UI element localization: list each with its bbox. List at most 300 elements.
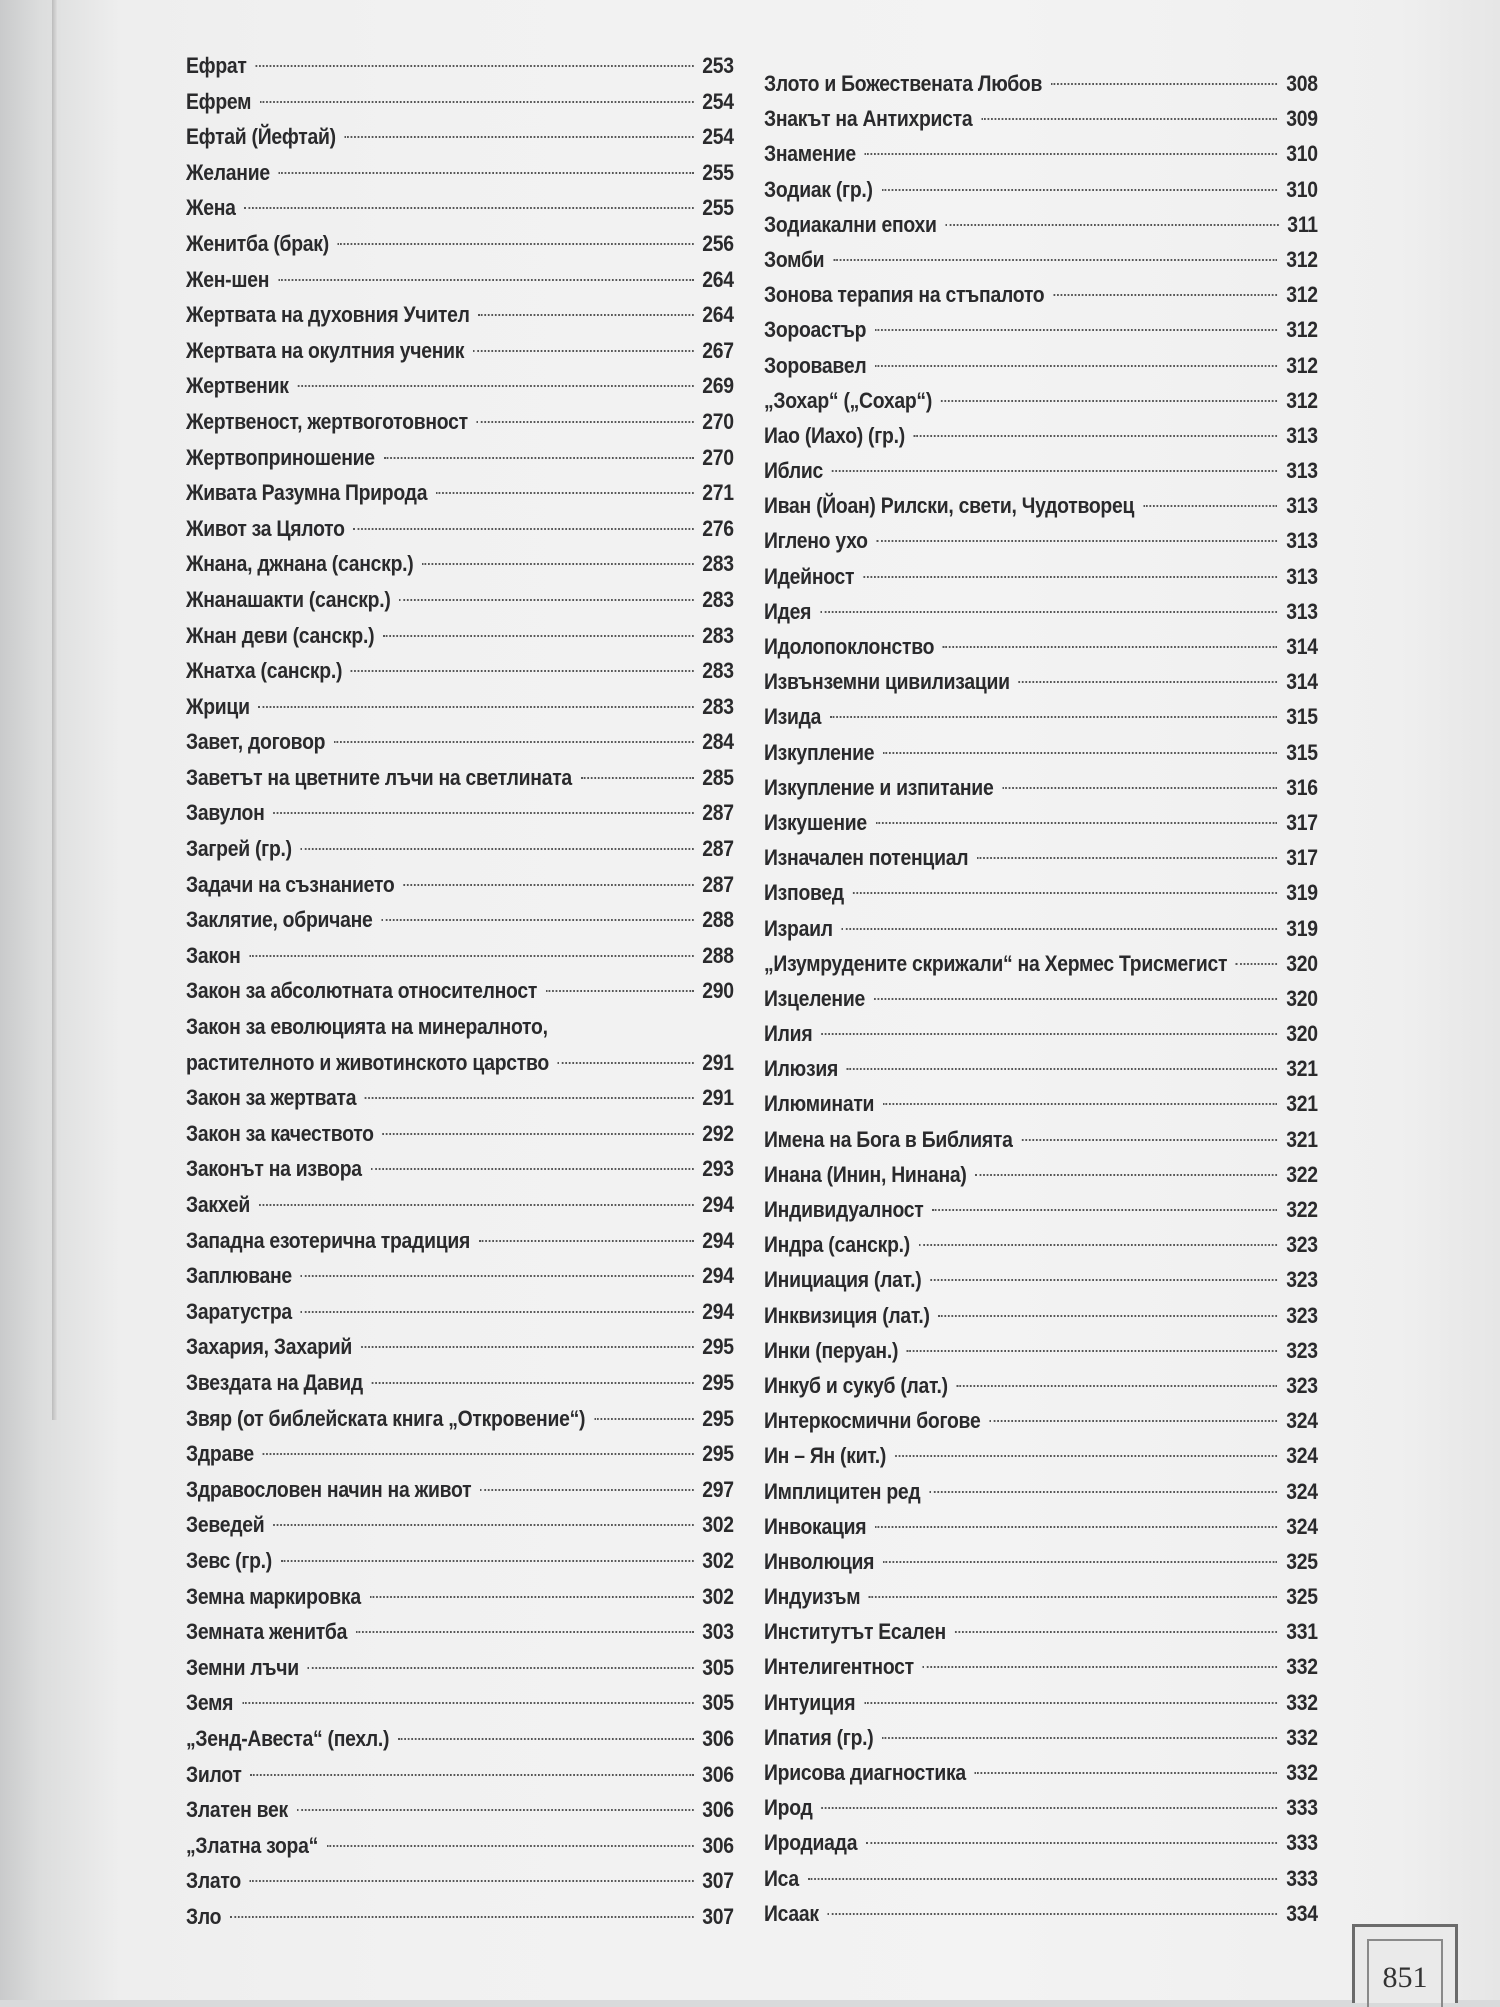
index-entry	[186, 1792, 734, 1828]
index-page-ref: 271	[702, 480, 734, 506]
dot-leader	[558, 1042, 694, 1064]
index-entry	[186, 1080, 734, 1116]
dot-leader	[895, 1435, 1278, 1457]
dot-leader	[955, 1611, 1278, 1633]
index-term: „Зенд-Авеста“ (пехл.)	[186, 1725, 390, 1751]
dot-leader	[876, 520, 1277, 542]
index-entry	[764, 523, 1318, 558]
index-term: Знамение	[764, 141, 856, 167]
dot-leader	[875, 1506, 1277, 1528]
page-number: 851	[1382, 1961, 1428, 1994]
dot-leader	[832, 450, 1278, 472]
dot-leader	[883, 1083, 1277, 1105]
index-term: Имплицитен ред	[764, 1478, 921, 1504]
index-term: Инициация (лат.)	[764, 1267, 922, 1293]
index-term: Жнатха (санскр.)	[186, 658, 343, 684]
index-term: Закон за жертвата	[186, 1085, 357, 1111]
dot-leader	[865, 133, 1278, 155]
index-entry	[186, 1685, 734, 1721]
dot-leader	[883, 1541, 1277, 1563]
dot-leader	[334, 721, 693, 743]
index-term: Заветът на цветните лъчи на светлината	[186, 764, 572, 790]
index-page-ref: 324	[1286, 1443, 1318, 1469]
index-term: Индра (санскр.)	[764, 1232, 910, 1258]
dot-leader	[242, 1682, 693, 1704]
dot-leader	[866, 1822, 1277, 1844]
index-term: Земя	[186, 1690, 234, 1716]
index-term: Злото и Божествената Любов	[764, 71, 1043, 96]
dot-leader	[919, 1224, 1278, 1246]
index-page-ref: 313	[1286, 458, 1318, 484]
index-term: Жертвеник	[186, 373, 289, 399]
index-page-ref: 292	[702, 1120, 734, 1146]
index-page-ref: 323	[1286, 1302, 1318, 1328]
dot-leader	[384, 437, 694, 459]
dot-leader	[1019, 661, 1278, 683]
index-page-ref: 283	[702, 658, 734, 684]
index-entry	[764, 981, 1318, 1016]
index-page-ref: 290	[702, 978, 734, 1004]
dot-leader	[929, 1471, 1277, 1493]
index-entry	[764, 1157, 1318, 1192]
index-page-ref: 334	[1286, 1900, 1318, 1926]
index-page-ref: 295	[702, 1405, 734, 1431]
index-term: Закон за еволюцията на минералното,	[186, 1014, 548, 1040]
dot-leader	[882, 1717, 1277, 1739]
index-term: Земни лъчи	[186, 1654, 299, 1680]
index-term: Интуиция	[764, 1689, 856, 1715]
index-page-ref: 322	[1286, 1197, 1318, 1222]
index-entry	[764, 101, 1318, 136]
index-entry	[764, 770, 1318, 805]
dot-leader	[327, 1825, 694, 1847]
index-term: Иван (Йоан) Рилски, свети, Чудотворец	[764, 493, 1135, 519]
index-entry	[186, 653, 734, 689]
index-entry	[186, 1401, 734, 1437]
index-page-ref: 283	[702, 551, 734, 577]
index-entry	[186, 760, 734, 796]
dot-leader	[830, 696, 1277, 718]
index-page-ref: 295	[702, 1334, 734, 1360]
index-entry	[764, 805, 1318, 840]
index-term: Иглено ухо	[764, 528, 868, 554]
index-entry	[186, 938, 734, 974]
index-entry	[764, 1720, 1318, 1755]
dot-leader	[1053, 274, 1277, 296]
index-page-ref: 323	[1286, 1337, 1318, 1363]
index-entry	[186, 867, 734, 903]
index-page-ref: 322	[1286, 1161, 1318, 1187]
index-entry	[764, 559, 1318, 594]
index-term: „Изумрудените скрижали“ на Хермес Трисмегист	[764, 950, 1228, 976]
index-page-ref: 319	[1286, 880, 1318, 906]
dot-leader	[930, 1259, 1277, 1281]
index-page-ref: 253	[702, 53, 734, 78]
index-entry	[186, 84, 734, 120]
dot-leader	[945, 204, 1278, 226]
dot-leader	[356, 1611, 693, 1633]
index-term: Зонова терапия на стъпалото	[764, 282, 1045, 308]
index-term: Израил	[764, 915, 833, 941]
dot-leader	[479, 1220, 694, 1242]
index-page-ref: 312	[1286, 352, 1318, 378]
dot-leader	[351, 650, 693, 672]
index-page-ref: 269	[702, 373, 734, 399]
dot-leader	[864, 1682, 1277, 1704]
index-entry	[764, 1790, 1318, 1825]
index-entry	[186, 1650, 734, 1686]
index-page-ref: 302	[702, 1547, 734, 1573]
dot-leader	[403, 864, 693, 886]
index-term: Изначален потенциал	[764, 845, 969, 871]
index-page-ref: 332	[1286, 1724, 1318, 1750]
dot-leader	[989, 1400, 1277, 1422]
index-term: Изповед	[764, 880, 844, 906]
index-entry	[764, 629, 1318, 664]
dot-leader	[875, 345, 1277, 367]
index-page-ref: 287	[702, 871, 734, 897]
index-entry	[186, 190, 734, 226]
index-page-ref: 314	[1286, 634, 1318, 659]
index-page-ref: 294	[702, 1298, 734, 1324]
index-page-ref: 255	[702, 159, 734, 185]
dot-leader	[808, 1858, 1278, 1880]
index-term: Жнана, джнана (санскр.)	[186, 551, 414, 577]
dot-leader	[907, 1330, 1277, 1352]
index-term: Закхей	[186, 1192, 250, 1217]
dot-leader	[301, 1291, 694, 1313]
index-term: Здраве	[186, 1441, 254, 1467]
index-term: „Златна зора“	[186, 1832, 319, 1858]
dot-leader	[365, 1077, 693, 1099]
index-term: Жрици	[186, 693, 250, 719]
index-term: Законът на извора	[186, 1156, 362, 1182]
index-page-ref: 314	[1286, 669, 1318, 695]
index-term: Жнан деви (санскр.)	[186, 622, 375, 648]
index-entry	[186, 1863, 734, 1899]
index-term: Ин – Ян (кит.)	[764, 1443, 887, 1469]
index-entry	[764, 1685, 1318, 1720]
dot-leader	[250, 1754, 693, 1776]
index-page-ref: 321	[1286, 1126, 1318, 1152]
index-term: Ирод	[764, 1795, 813, 1821]
index-entry	[186, 511, 734, 547]
dot-leader	[1051, 63, 1278, 85]
dot-leader	[273, 792, 693, 814]
dot-leader	[250, 1860, 694, 1882]
index-entry	[764, 348, 1318, 383]
index-term: Идейност	[764, 563, 855, 589]
index-entry	[764, 1474, 1318, 1509]
index-term-continuation: растителното и животинското царство	[186, 1049, 549, 1075]
index-entry	[764, 172, 1318, 207]
index-page-ref: 288	[702, 907, 734, 933]
index-page-ref: 324	[1286, 1408, 1318, 1434]
dot-leader	[1002, 767, 1277, 789]
dot-leader	[875, 309, 1277, 331]
index-page-ref: 283	[702, 693, 734, 719]
index-entry	[764, 418, 1318, 453]
dot-leader	[842, 908, 1278, 930]
index-entry	[764, 735, 1318, 770]
index-term: Инволюция	[764, 1548, 875, 1574]
dot-leader	[263, 1433, 694, 1455]
dot-leader	[297, 365, 693, 387]
index-page-ref: 295	[702, 1369, 734, 1395]
index-term: Идолопоклонство	[764, 634, 935, 659]
index-page-ref: 285	[702, 764, 734, 790]
index-term: Илия	[764, 1021, 813, 1047]
index-page-ref: 319	[1286, 915, 1318, 941]
dot-leader	[436, 472, 693, 494]
index-term: Изкупление	[764, 739, 875, 765]
index-page-ref: 321	[1286, 1091, 1318, 1117]
dot-leader	[301, 828, 694, 850]
index-term: Земна маркировка	[186, 1583, 361, 1609]
index-entry	[186, 1436, 734, 1472]
index-term: Илюминати	[764, 1091, 875, 1117]
index-entry	[764, 1227, 1318, 1262]
index-term: Зевс (гр.)	[186, 1547, 272, 1573]
dot-leader	[883, 732, 1277, 754]
index-term: Закон	[186, 942, 241, 968]
index-page-ref: 287	[702, 800, 734, 826]
index-page-ref: 333	[1286, 1830, 1318, 1856]
index-page-ref: 264	[702, 302, 734, 328]
index-entry	[764, 1051, 1318, 1086]
index-term: Живот за Цялото	[186, 515, 345, 541]
index-term: Жен-шен	[186, 266, 270, 292]
dot-leader	[853, 872, 1278, 894]
index-entry	[764, 277, 1318, 312]
index-page-ref: 320	[1286, 1021, 1318, 1047]
index-entry	[764, 1438, 1318, 1473]
index-term: Закон за качеството	[186, 1120, 374, 1146]
index-page-ref: 291	[702, 1049, 734, 1075]
index-term: Иса	[764, 1865, 799, 1891]
dot-leader	[301, 1255, 694, 1277]
index-entry	[186, 119, 734, 155]
index-page-ref: 315	[1286, 739, 1318, 765]
index-page-ref: 324	[1286, 1478, 1318, 1504]
index-entry	[186, 1757, 734, 1793]
dot-leader	[594, 1398, 693, 1420]
dot-leader	[977, 837, 1277, 859]
index-entry	[186, 1899, 734, 1935]
index-term: Здравословен начин на живот	[186, 1476, 472, 1502]
index-term: Жертвата на духовния Учител	[186, 302, 470, 328]
dot-leader	[345, 116, 694, 138]
index-term: Злато	[186, 1868, 241, 1894]
index-term: Жнанашакти (санскр.)	[186, 586, 391, 612]
dot-leader	[957, 1365, 1278, 1387]
index-entry	[764, 207, 1318, 242]
index-term: Живата Разумна Природа	[186, 480, 428, 506]
index-page-ref: 325	[1286, 1548, 1318, 1574]
index-page-ref: 305	[702, 1690, 734, 1716]
index-entry	[764, 1086, 1318, 1121]
dot-leader	[278, 259, 693, 281]
index-entry	[186, 1721, 734, 1757]
dot-leader	[939, 1295, 1278, 1317]
index-term: Зеведей	[186, 1512, 265, 1538]
index-entry	[186, 404, 734, 440]
dot-leader	[581, 757, 694, 779]
index-entry	[764, 1614, 1318, 1649]
index-entry	[186, 1472, 734, 1508]
dot-leader	[353, 508, 693, 530]
index-entry	[186, 1579, 734, 1615]
index-entry	[764, 136, 1318, 171]
index-page-ref: 325	[1286, 1584, 1318, 1610]
index-term: Ирисова диагностика	[764, 1760, 966, 1785]
index-entry	[186, 440, 734, 476]
index-term: Западна езотерична традиция	[186, 1227, 471, 1253]
index-entry	[186, 795, 734, 831]
dot-leader	[981, 98, 1277, 120]
dot-leader	[975, 1752, 1278, 1774]
index-entry	[186, 1151, 734, 1187]
index-entry	[186, 973, 734, 1009]
index-term: „Зохар“ („Сохар“)	[764, 387, 933, 413]
index-entry	[764, 1262, 1318, 1297]
index-page-ref: 323	[1286, 1232, 1318, 1258]
page-number-box	[1352, 1924, 1458, 2003]
index-entry	[186, 297, 734, 333]
index-term: Завулон	[186, 800, 265, 826]
index-term: Интелигентност	[764, 1654, 914, 1680]
index-entry	[764, 1649, 1318, 1684]
index-term: Имена на Бога в Библията	[764, 1126, 1013, 1152]
index-page-ref: 313	[1286, 493, 1318, 519]
index-entry	[186, 1116, 734, 1152]
dot-leader	[273, 1504, 693, 1526]
index-term: Индуизъм	[764, 1584, 861, 1610]
index-page-ref: 283	[702, 622, 734, 648]
index-term: Инкуб и сукуб (лат.)	[764, 1372, 948, 1398]
index-term: Интеркосмични богове	[764, 1408, 981, 1434]
index-page-ref: 312	[1286, 282, 1318, 308]
index-term: Знакът на Антихриста	[764, 106, 973, 132]
index-entry	[764, 312, 1318, 347]
dot-leader	[381, 899, 693, 921]
index-entry	[186, 333, 734, 369]
dot-leader	[260, 81, 693, 103]
index-entry	[186, 689, 734, 725]
dot-leader	[833, 239, 1277, 261]
dot-leader	[477, 401, 694, 423]
dot-leader	[923, 1646, 1278, 1668]
index-page-ref: 313	[1286, 528, 1318, 554]
index-entry	[764, 946, 1318, 981]
index-entry	[764, 1368, 1318, 1403]
index-term: Заплюване	[186, 1263, 292, 1289]
index-term: Извънземни цивилизации	[764, 669, 1010, 695]
index-term: Женитба (брак)	[186, 230, 329, 256]
index-entry	[764, 875, 1318, 910]
index-page-ref: 312	[1286, 317, 1318, 343]
index-page-ref: 331	[1286, 1619, 1318, 1645]
index-term: Исаак	[764, 1900, 819, 1926]
index-entry	[186, 1329, 734, 1365]
index-entry	[186, 475, 734, 511]
index-term: Инвокация	[764, 1513, 867, 1539]
index-entry	[764, 1122, 1318, 1157]
index-entry	[764, 1861, 1318, 1896]
index-page-ref: 333	[1286, 1795, 1318, 1821]
index-entry	[764, 1192, 1318, 1227]
index-term: Захария, Захарий	[186, 1334, 353, 1360]
dot-leader	[932, 1189, 1277, 1211]
index-page-ref: 293	[702, 1156, 734, 1182]
index-term: Завет, договор	[186, 729, 326, 755]
dot-leader	[371, 1148, 694, 1170]
index-entry	[186, 1187, 734, 1223]
index-entry	[186, 226, 734, 262]
index-term: Звяр (от библейската книга „Откровение“)	[186, 1405, 586, 1431]
index-page-ref: 323	[1286, 1267, 1318, 1293]
dot-leader	[383, 1113, 694, 1135]
index-entry	[764, 488, 1318, 523]
index-entry	[764, 699, 1318, 734]
dot-leader	[828, 1893, 1278, 1915]
index-entry	[186, 262, 734, 298]
index-entry	[764, 1509, 1318, 1544]
index-entry	[186, 1258, 734, 1294]
index-page-ref: 323	[1286, 1372, 1318, 1398]
index-page-ref: 295	[702, 1441, 734, 1467]
index-term: Зилот	[186, 1761, 242, 1787]
index-entry	[764, 1544, 1318, 1579]
index-term: Изкушение	[764, 809, 867, 835]
dot-leader	[546, 970, 694, 992]
dot-leader	[230, 1896, 693, 1918]
dot-leader	[863, 556, 1277, 578]
index-term: Зомби	[764, 246, 825, 272]
index-page-ref: 270	[702, 444, 734, 470]
index-entry	[186, 1828, 734, 1864]
index-page-ref: 254	[702, 124, 734, 150]
dot-leader	[249, 935, 693, 957]
index-term: Изцеление	[764, 985, 866, 1011]
index-page-ref: 332	[1286, 1689, 1318, 1715]
dot-leader	[820, 591, 1277, 613]
index-entry	[764, 840, 1318, 875]
index-entry	[764, 1333, 1318, 1368]
index-page-ref: 287	[702, 836, 734, 862]
index-term: Ефрем	[186, 88, 252, 114]
index-term: Институтът Есален	[764, 1619, 946, 1645]
index-term: Ефрат	[186, 53, 247, 78]
dot-leader	[882, 169, 1278, 191]
dot-leader	[338, 223, 694, 245]
dot-leader	[370, 1576, 694, 1598]
index-page-ref: 312	[1286, 246, 1318, 272]
dot-leader	[399, 579, 693, 601]
index-term: Жертвоприношение	[186, 444, 375, 470]
index-page-ref: 294	[702, 1227, 734, 1253]
dot-leader	[259, 686, 694, 708]
index-page-ref: 332	[1286, 1654, 1318, 1680]
index-entry	[764, 1403, 1318, 1438]
dot-leader	[383, 615, 693, 637]
dot-leader	[398, 1718, 693, 1740]
dot-leader	[847, 1048, 1278, 1070]
index-entry	[186, 1365, 734, 1401]
index-page-ref: 310	[1286, 141, 1318, 167]
index-page-ref: 333	[1286, 1865, 1318, 1891]
index-column-left	[186, 48, 732, 1934]
